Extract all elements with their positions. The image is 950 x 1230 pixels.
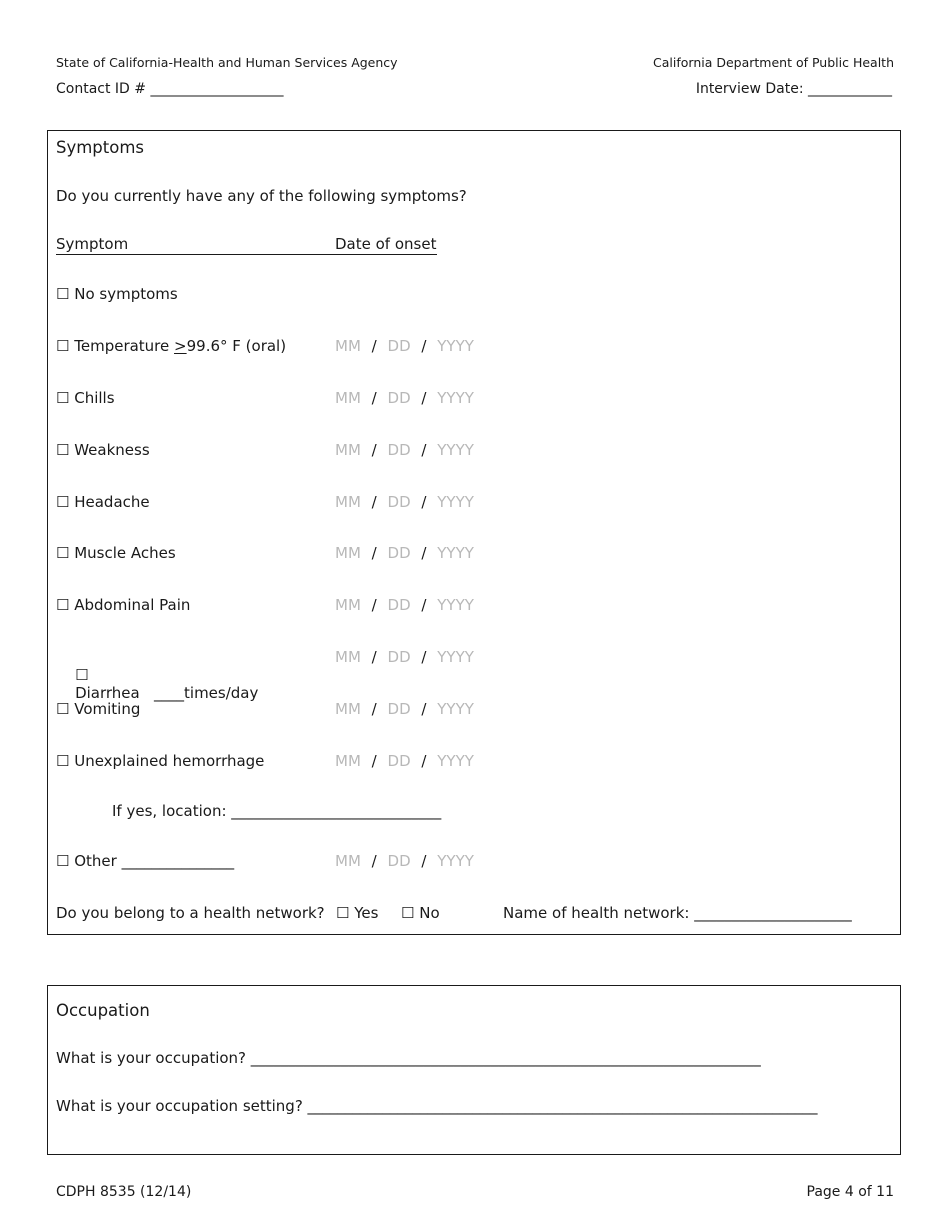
year-placeholder: YYYY — [437, 544, 474, 562]
date-separator: / — [371, 441, 377, 459]
checkbox[interactable]: ☐ — [56, 700, 70, 718]
day-placeholder: DD — [387, 752, 411, 770]
occupation-title: Occupation — [56, 1001, 150, 1020]
month-placeholder: MM — [335, 648, 361, 666]
month-placeholder: MM — [335, 441, 361, 459]
network-no-option — [401, 904, 440, 922]
year-placeholder: YYYY — [437, 700, 474, 718]
temp-suffix: 99.6° F (oral) — [186, 337, 287, 355]
occupation-field[interactable]: What is your occupation? ____________________________________________________________________ — [56, 1049, 761, 1067]
onset-column-header: Date of onset — [335, 235, 437, 253]
onset-date-chills[interactable] — [335, 389, 474, 407]
checkbox[interactable]: ☐ — [56, 852, 70, 870]
day-placeholder: DD — [387, 389, 411, 407]
symptom-row-chills — [56, 389, 115, 407]
date-separator: / — [371, 389, 377, 407]
symptom-row-abdominal-pain — [56, 596, 190, 614]
onset-date-muscle-aches[interactable] — [335, 544, 474, 562]
day-placeholder: DD — [387, 648, 411, 666]
year-placeholder: YYYY — [437, 493, 474, 511]
month-placeholder: MM — [335, 852, 361, 870]
date-separator: / — [421, 648, 427, 666]
no-checkbox[interactable]: ☐ — [401, 904, 415, 922]
month-placeholder: MM — [335, 493, 361, 511]
hemorrhage-location-field[interactable]: If yes, location: ____________________________ — [112, 802, 442, 820]
greater-equal-symbol: > — [174, 337, 187, 355]
date-separator: / — [371, 852, 377, 870]
health-network-name-field[interactable]: Name of health network: _____________________ — [503, 904, 852, 922]
month-placeholder: MM — [335, 389, 361, 407]
symptom-row-weakness — [56, 441, 150, 459]
day-placeholder: DD — [387, 852, 411, 870]
date-separator: / — [371, 337, 377, 355]
year-placeholder: YYYY — [437, 337, 474, 355]
checkbox[interactable]: ☐ — [56, 493, 70, 511]
symptoms-section — [47, 130, 901, 935]
checkbox[interactable]: ☐ — [56, 337, 70, 355]
symptom-row-none — [56, 285, 178, 303]
onset-date-diarrhea[interactable] — [335, 648, 474, 666]
symptom-label: Chills — [74, 389, 115, 407]
symptom-label: Muscle Aches — [74, 544, 176, 562]
year-placeholder: YYYY — [437, 441, 474, 459]
onset-date-weakness[interactable] — [335, 441, 474, 459]
month-placeholder: MM — [335, 337, 361, 355]
day-placeholder: DD — [387, 544, 411, 562]
onset-date-temperature[interactable] — [335, 337, 474, 355]
yes-checkbox[interactable]: ☐ — [336, 904, 350, 922]
date-separator: / — [421, 700, 427, 718]
symptom-label: Weakness — [74, 441, 150, 459]
checkbox[interactable]: ☐ — [56, 596, 70, 614]
date-separator: / — [371, 752, 377, 770]
symptom-row-temperature — [56, 337, 286, 355]
no-label: No — [419, 904, 440, 922]
year-placeholder: YYYY — [437, 596, 474, 614]
symptom-label: Vomiting — [74, 700, 141, 718]
date-separator: / — [421, 752, 427, 770]
date-separator: / — [371, 493, 377, 511]
health-network-question: Do you belong to a health network? — [56, 904, 325, 922]
year-placeholder: YYYY — [437, 648, 474, 666]
checkbox[interactable]: ☐ — [56, 441, 70, 459]
temp-prefix: Temperature — [74, 337, 175, 355]
symptom-row-muscle-aches — [56, 544, 176, 562]
day-placeholder: DD — [387, 493, 411, 511]
onset-date-abdominal-pain[interactable] — [335, 596, 474, 614]
checkbox[interactable]: ☐ — [56, 285, 70, 303]
symptom-column-header: Symptom — [56, 235, 129, 253]
date-separator: / — [421, 337, 427, 355]
department-name: California Department of Public Health — [653, 55, 894, 70]
occupation-section — [47, 985, 901, 1155]
page-number: Page 4 of 11 — [806, 1184, 894, 1200]
date-separator: / — [421, 852, 427, 870]
onset-date-other[interactable] — [335, 852, 474, 870]
date-separator: / — [371, 648, 377, 666]
symptom-label: Diarrhea ____times/day — [75, 684, 259, 702]
day-placeholder: DD — [387, 337, 411, 355]
year-placeholder: YYYY — [437, 752, 474, 770]
symptom-label: Headache — [74, 493, 150, 511]
year-placeholder: YYYY — [437, 852, 474, 870]
interview-date-field[interactable]: Interview Date: ____________ — [695, 81, 892, 97]
date-separator: / — [421, 441, 427, 459]
occupation-setting-field[interactable]: What is your occupation setting? ____________________________________________________________________ — [56, 1097, 818, 1115]
onset-date-headache[interactable] — [335, 493, 474, 511]
symptom-label: No symptoms — [74, 285, 178, 303]
date-separator: / — [421, 544, 427, 562]
month-placeholder: MM — [335, 596, 361, 614]
symptom-label: Unexplained hemorrhage — [74, 752, 265, 770]
checkbox[interactable]: ☐ — [56, 389, 70, 407]
year-placeholder: YYYY — [437, 389, 474, 407]
onset-date-vomiting[interactable] — [335, 700, 474, 718]
month-placeholder: MM — [335, 544, 361, 562]
month-placeholder: MM — [335, 752, 361, 770]
date-separator: / — [421, 389, 427, 407]
symptoms-title: Symptoms — [56, 138, 145, 157]
yes-label: Yes — [354, 904, 379, 922]
symptom-row-hemorrhage — [56, 752, 264, 770]
checkbox[interactable]: ☐ — [75, 666, 89, 684]
checkbox[interactable]: ☐ — [56, 752, 70, 770]
checkbox[interactable]: ☐ — [56, 544, 70, 562]
symptoms-question: Do you currently have any of the following symptoms? — [56, 187, 467, 205]
date-separator: / — [371, 700, 377, 718]
symptom-row-other — [56, 852, 234, 870]
day-placeholder: DD — [387, 596, 411, 614]
other-symptom-field[interactable]: Other _______________ — [74, 852, 235, 870]
onset-date-hemorrhage[interactable] — [335, 752, 474, 770]
agency-name: State of California-Health and Human Services Agency — [56, 55, 398, 70]
network-yes-option — [336, 904, 378, 922]
contact-id-field[interactable]: Contact ID # ___________________ — [56, 81, 284, 97]
column-header-underline — [56, 254, 437, 255]
date-separator: / — [421, 596, 427, 614]
month-placeholder: MM — [335, 700, 361, 718]
form-id: CDPH 8535 (12/14) — [56, 1184, 192, 1200]
symptom-row-vomiting — [56, 700, 140, 718]
day-placeholder: DD — [387, 700, 411, 718]
date-separator: / — [371, 544, 377, 562]
day-placeholder: DD — [387, 441, 411, 459]
symptom-label: Abdominal Pain — [74, 596, 191, 614]
date-separator: / — [371, 596, 377, 614]
symptom-row-headache — [56, 493, 150, 511]
date-separator: / — [421, 493, 427, 511]
